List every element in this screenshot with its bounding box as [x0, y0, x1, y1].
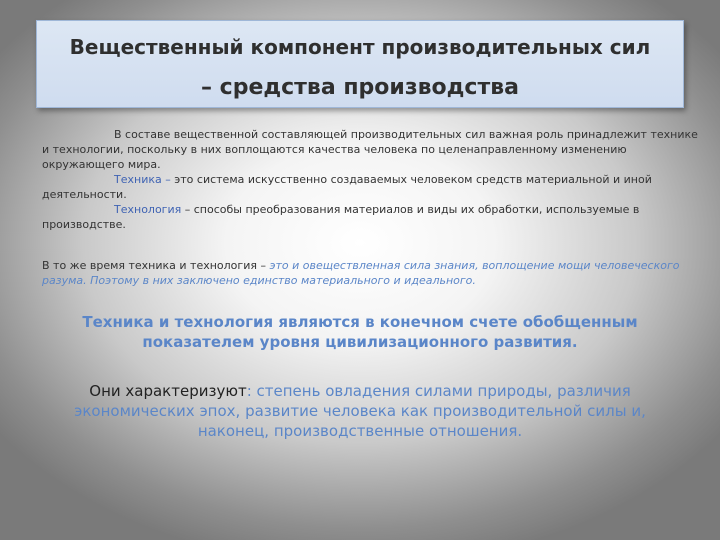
- meanwhile-highlight: это и овеществленная сила знания, воплощение мощи человеческого разума. Поэтому в них заключено единство материального и идеального.: [42, 259, 680, 287]
- intro-text: В составе вещественной составляющей производительных сил важная роль принадлежит технике и технологии, поскольку в них воплощаются качества человека по целенаправленному изменению окружающего мира.: [42, 128, 698, 171]
- final-paragraph: [40, 381, 680, 441]
- technology-paragraph: [42, 202, 698, 232]
- intro-paragraph: [42, 127, 698, 172]
- technique-term: Техника: [114, 173, 162, 186]
- final-rest: : степень овладения силами природы, различия экономических эпох, развитие человека как производительной силы и, наконец, производственные отношения.: [74, 382, 646, 440]
- page-title-line-2: – средства производства: [201, 75, 519, 100]
- final-lead: Они характеризуют: [89, 382, 247, 400]
- technique-paragraph: [42, 172, 698, 202]
- title-box: [36, 20, 684, 108]
- meanwhile-paragraph: [42, 258, 698, 288]
- technology-term: Технология: [114, 203, 182, 216]
- page-title-line-1: Вещественный компонент производительных сил: [69, 35, 651, 59]
- technology-definition: – способы преобразования материалов и виды их обработки, используемые в производстве.: [42, 203, 640, 231]
- meanwhile-lead: В то же время техника и технология –: [42, 259, 270, 272]
- technique-definition: это система искусственно создаваемых человеком средств материальной и иной деятельности.: [42, 173, 652, 201]
- body-text-block: [42, 127, 698, 232]
- technique-dash: –: [161, 173, 175, 186]
- emphasis-statement: Техника и технология являются в конечном счете обобщенным показателем уровня цивилизационного развития.: [82, 313, 638, 351]
